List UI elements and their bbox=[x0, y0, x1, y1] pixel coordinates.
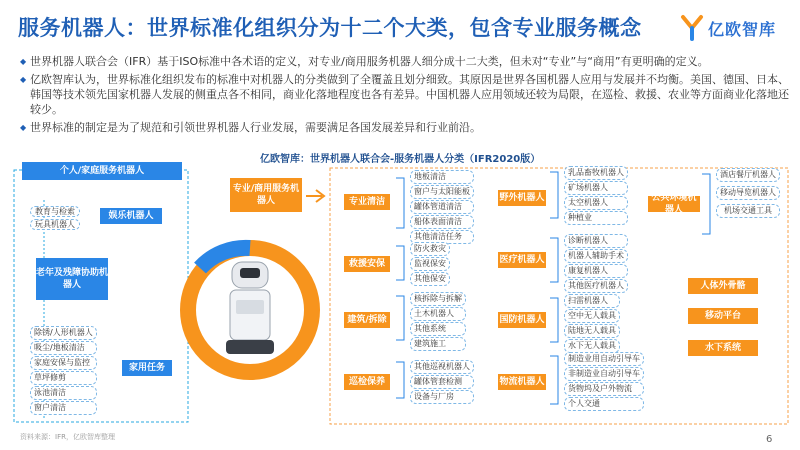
household-item-6: 窗户清洁 bbox=[30, 401, 97, 415]
household-item-2: 吸尘/地板清洁 bbox=[30, 341, 97, 355]
category-cleaning: 专业清洁 bbox=[344, 194, 390, 210]
defense-item: 水下无人载具 bbox=[564, 339, 620, 353]
public-item: 移动导览机器人 bbox=[716, 186, 780, 200]
professional-service-robot-box: 专业/商用服务机器人 bbox=[230, 178, 302, 212]
elderly-assist-robot-box: 老年及残障协助机器人 bbox=[36, 258, 108, 300]
medical-item: 其他医疗机器人 bbox=[564, 279, 628, 293]
category-logistics: 物流机器人 bbox=[498, 374, 546, 390]
field-item: 矿场机器人 bbox=[564, 181, 628, 195]
medical-item: 诊断机器人 bbox=[564, 234, 628, 248]
rescue-items bbox=[410, 242, 450, 287]
household-items bbox=[30, 326, 97, 416]
logistics-item: 非制造业自动引导车 bbox=[564, 367, 644, 381]
household-item-3: 家庭安保与监控 bbox=[30, 356, 97, 370]
household-task-box: 家用任务 bbox=[122, 360, 172, 376]
cleaning-item: 罐体管道清洁 bbox=[410, 200, 474, 214]
home-service-robot-box: 个人/家庭服务机器人 bbox=[22, 162, 182, 180]
logo-text: 亿欧智库 bbox=[708, 19, 777, 39]
household-item-1: 除锈/人形机器人 bbox=[30, 326, 97, 340]
defense-items bbox=[564, 294, 620, 354]
extra-mobile-platform: 移动平台 bbox=[688, 308, 758, 324]
bullet-3: ◆ 世界标准的制定是为了规范和引领世界机器人行业发展，需要满足各国发展差异和行业前沿。 bbox=[20, 120, 790, 135]
extra-exoskeleton: 人体外骨骼 bbox=[688, 278, 758, 294]
logistics-item: 货物坞及户外物流 bbox=[564, 382, 644, 396]
diagram-title: 亿欧智库：世界机器人联合会-服务机器人分类（IFR2020版） bbox=[260, 154, 541, 165]
rescue-item: 防火救灾 bbox=[410, 242, 450, 256]
defense-item: 扫雷机器人 bbox=[564, 294, 620, 308]
construction-item: 核拆除与拆解 bbox=[410, 292, 466, 306]
field-item: 太空机器人 bbox=[564, 196, 628, 210]
inspection-item: 罐体管套检测 bbox=[410, 375, 474, 389]
category-medical: 医疗机器人 bbox=[498, 252, 546, 268]
logistics-items bbox=[564, 352, 644, 412]
medical-item: 机器人辅助手术 bbox=[564, 249, 628, 263]
construction-items bbox=[410, 292, 466, 352]
construction-item: 土木机器人 bbox=[410, 307, 466, 321]
page-title: 服务机器人：世界标准化组织分为十二个大类，包含专业服务概念 bbox=[18, 16, 642, 40]
category-construction: 建筑/拆除 bbox=[344, 312, 390, 328]
cleaning-items bbox=[410, 170, 474, 245]
category-field: 野外机器人 bbox=[498, 190, 546, 206]
cleaning-item: 其他清洁任务 bbox=[410, 230, 474, 244]
category-inspection: 巡检保养 bbox=[344, 374, 390, 390]
logistics-item: 制造业用自动引导车 bbox=[564, 352, 644, 366]
cleaning-item: 窗户与太阳能板 bbox=[410, 185, 474, 199]
rescue-item: 监视保安 bbox=[410, 257, 450, 271]
medical-item: 康复机器人 bbox=[564, 264, 628, 278]
field-items bbox=[564, 166, 628, 226]
public-items bbox=[716, 168, 780, 219]
inspection-item: 其他巡视机器人 bbox=[410, 360, 474, 374]
category-rescue: 救援安保 bbox=[344, 256, 390, 272]
defense-item: 空中无人载具 bbox=[564, 309, 620, 323]
extra-underwater-system: 水下系统 bbox=[688, 340, 758, 356]
medical-items bbox=[564, 234, 628, 294]
entertainment-item-2: 玩具机器人 bbox=[30, 219, 80, 230]
field-item: 乳品畜牧机器人 bbox=[564, 166, 628, 180]
field-item: 种植业 bbox=[564, 211, 628, 225]
household-item-5: 泳池清洁 bbox=[30, 386, 97, 400]
construction-item: 建筑施工 bbox=[410, 337, 466, 351]
public-item: 酒店餐厅机器人 bbox=[716, 168, 780, 182]
logistics-item: 个人交通 bbox=[564, 397, 644, 411]
category-public: 公共环境机器人 bbox=[648, 196, 700, 212]
cleaning-item: 地板清洁 bbox=[410, 170, 474, 184]
household-item-4: 草坪修剪 bbox=[30, 371, 97, 385]
cleaning-item: 船体表面清洁 bbox=[410, 215, 474, 229]
source-note: 资料来源：IFR，亿欧智库整理 bbox=[20, 433, 115, 441]
construction-item: 其他系统 bbox=[410, 322, 466, 336]
page-number: 6 bbox=[766, 434, 773, 445]
rescue-item: 其他保安 bbox=[410, 272, 450, 286]
inspection-items bbox=[410, 360, 474, 405]
entertainment-robot-box: 娱乐机器人 bbox=[100, 208, 162, 224]
entertainment-item-1: 教育与检索 bbox=[30, 206, 80, 217]
defense-item: 陆地无人载具 bbox=[564, 324, 620, 338]
public-item: 机场交通工具 bbox=[716, 204, 780, 218]
bullet-2: ◆ 亿欧智库认为，世界标准化组织发布的标准中对机器人的分类做到了全覆盖且划分细致。其原因是世界各国机器人应用与发展并不均衡。美国、德国、日本、韩国等技术领先国家机器人发展的侧重点各不相同，商业化落地程度也各有差异。中国机器人应用领域还较为局限，在巡检、救援、农业等方面商业化落地还较少。 bbox=[20, 72, 790, 117]
inspection-item: 设备与厂房 bbox=[410, 390, 474, 404]
bullet-1: ◆ 世界机器人联合会（IFR）基于ISO标准中各术语的定义，对专业/商用服务机器人细分成十二大类，但未对“专业”与“商用”有更明确的定义。 bbox=[20, 54, 790, 69]
category-defense: 国防机器人 bbox=[498, 312, 546, 328]
